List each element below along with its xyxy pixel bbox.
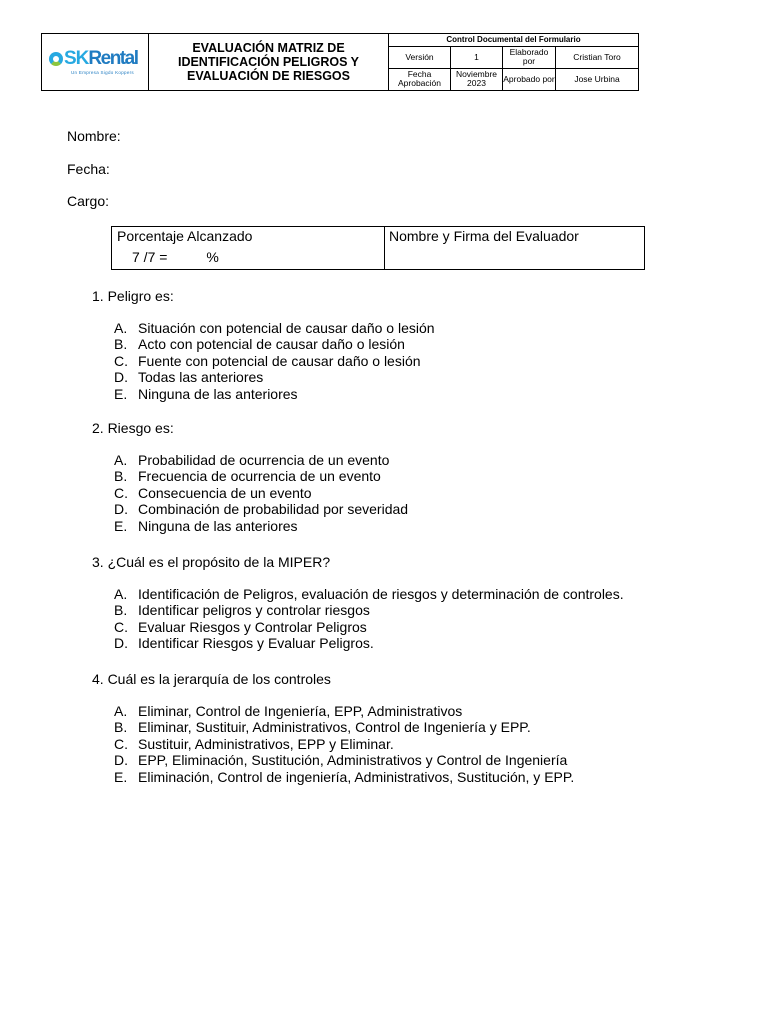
option-item: B. Eliminar, Sustituir, Administrativos, Control de Ingeniería y EPP. (114, 719, 531, 736)
question-4-options (114, 703, 574, 785)
evaluador-label: Nombre y Firma del Evaluador (389, 228, 579, 244)
logo (42, 34, 149, 90)
question-2-options (114, 452, 408, 534)
question-4: 4. Cuál es la jerarquía de los controles (92, 671, 331, 687)
option-item: A. Identificación de Peligros, evaluación de riesgos y determinación de controles. (114, 586, 624, 602)
option-item: B. Acto con potencial de causar daño o lesión (114, 336, 405, 353)
aprobado-value: Jose Urbina (574, 73, 620, 84)
option-item: B. Frecuencia de ocurrencia de un evento (114, 468, 381, 485)
option-item: D. Todas las anteriores (114, 369, 264, 386)
question-3: 3. ¿Cuál es el propósito de la MIPER? (92, 554, 331, 570)
logo-ring-icon (49, 52, 63, 66)
option-item: C. Consecuencia de un evento (114, 484, 312, 501)
logo-brand-rental: Rental (88, 48, 138, 69)
evaluator-cell (385, 227, 644, 269)
document-header (41, 33, 639, 91)
option-item: C. Fuente con potencial de causar daño o lesión (114, 352, 421, 369)
nombre-field-label: Nombre: (67, 128, 121, 144)
option-item: A. Situación con potencial de causar daño o lesión (114, 320, 435, 336)
option-item: D. Combinación de probabilidad por severidad (114, 501, 409, 518)
question-2: 2. Riesgo es: (92, 420, 174, 436)
porcentaje-value: 7 /7 = % (132, 249, 219, 265)
version-value: 1 (451, 47, 503, 69)
porcentaje-label: Porcentaje Alcanzado (117, 228, 253, 244)
option-item: B. Identificar peligros y controlar riesgos (114, 602, 370, 619)
question-1-options (114, 320, 435, 402)
control-heading: Control Documental del Formulario (389, 34, 638, 47)
logo-brand-sk: SK (64, 48, 89, 69)
version-label: Versión (389, 47, 451, 69)
question-1: 1. Peligro es: (92, 288, 174, 304)
document-title: EVALUACIÓN MATRIZ DE IDENTIFICACIÓN PELIGROS Y EVALUACIÓN DE RIESGOS (149, 34, 389, 90)
option-item: E. Ninguna de las anteriores (114, 517, 298, 534)
option-item: A. Probabilidad de ocurrencia de un evento (114, 452, 390, 468)
fecha-field-label: Fecha: (67, 161, 110, 177)
score-cell (112, 227, 385, 269)
score-table (111, 226, 645, 270)
cargo-field-label: Cargo: (67, 193, 110, 209)
logo-tagline: Un Empresa Sigdo Koppers (71, 70, 134, 75)
option-item: C. Evaluar Riesgos y Controlar Peligros (114, 618, 367, 635)
aprobado-label: Aprobado por (503, 69, 556, 91)
elaborado-value: Cristian Toro (556, 47, 638, 69)
option-item: A. Eliminar, Control de Ingeniería, EPP, Administrativos (114, 703, 463, 719)
document-control-table (389, 34, 638, 90)
fecha-aprobacion-value: Noviembre 2023 (451, 69, 503, 91)
option-item: E. Ninguna de las anteriores (114, 385, 298, 402)
question-3-options (114, 586, 624, 652)
option-item: D. EPP, Eliminación, Sustitución, Administrativos y Control de Ingeniería (114, 752, 568, 769)
option-item: D. Identificar Riesgos y Evaluar Peligros. (114, 635, 374, 652)
elaborado-label: Elaborado por (503, 47, 556, 69)
option-item: C. Sustituir, Administrativos, EPP y Eliminar. (114, 735, 394, 752)
option-item: E. Eliminación, Control de ingeniería, Administrativos, Sustitución, y EPP. (114, 768, 575, 785)
fecha-aprobacion-label: Fecha Aprobación (389, 69, 451, 91)
